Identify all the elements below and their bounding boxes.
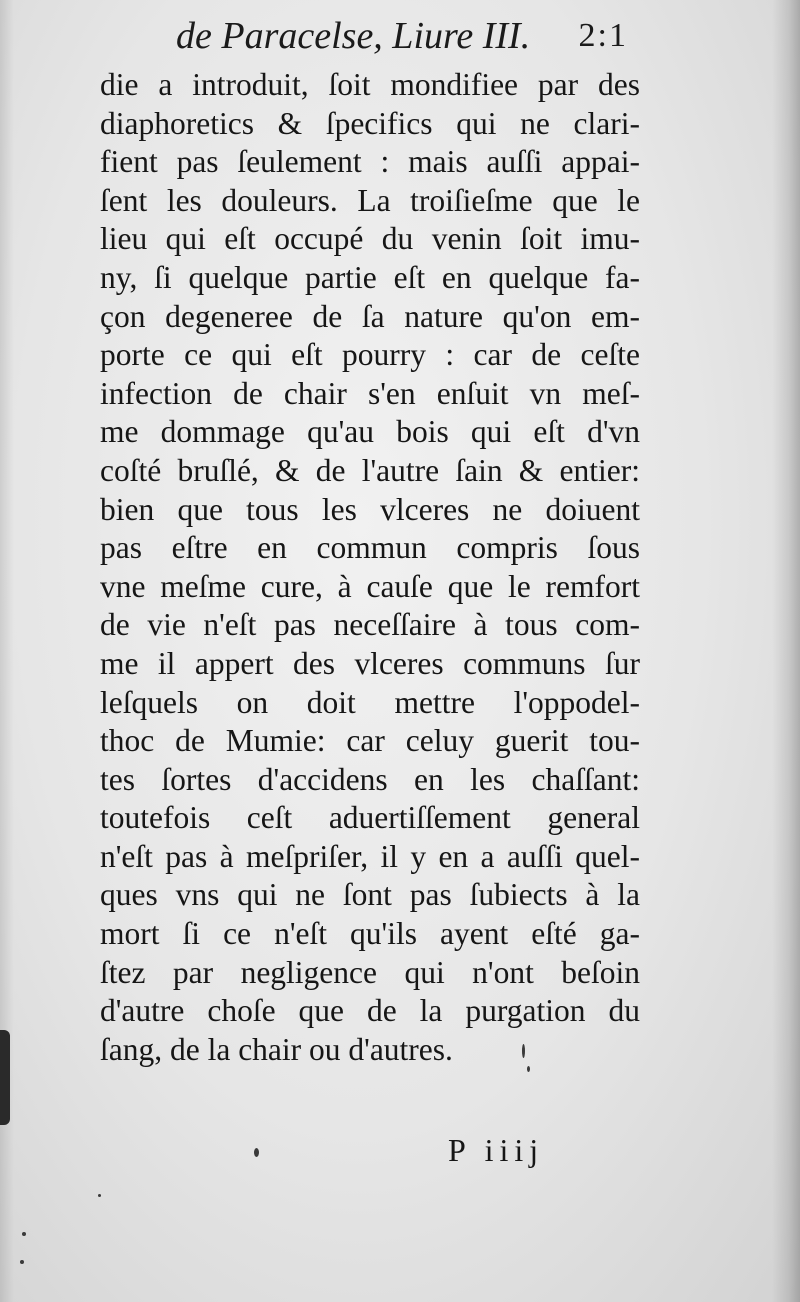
ink-speck [98, 1194, 101, 1197]
text-line: die a introduit, ſoit mondifiee par des [100, 67, 640, 102]
text-line: me dommage qu'au bois qui eſt d'vn [100, 414, 640, 450]
text-line: pas eſtre en commun compris ſous [100, 530, 640, 566]
ink-speck [522, 1044, 525, 1058]
binding-tab [0, 1030, 10, 1125]
text-line: ſtez par negligence qui n'ont beſoin [100, 954, 640, 990]
text-line: n'eſt pas à meſpriſer, il y en a auſſi quel- [100, 838, 640, 874]
text-line: fient pas ſeulement : mais auſſi appai- [100, 144, 640, 180]
text-line: ques vns qui ne ſont pas ſubiects à la [100, 877, 640, 913]
page-number: 2:1 [578, 17, 628, 54]
text-line: ny, ſi quelque partie eſt en quelque fa- [100, 259, 640, 295]
text-line: ſang, de la chair ou d'autres. [100, 1031, 453, 1067]
text-line: me il appert des vlceres communs ſur [100, 645, 640, 681]
text-line: çon degeneree de ſa nature qu'on em- [100, 298, 640, 334]
text-line: coſté bruſlé, & de l'autre ſain & entier: [100, 452, 640, 488]
text-line: infection de chair s'en enſuit vn meſ- [100, 375, 640, 411]
ink-speck [254, 1148, 259, 1157]
text-line: vne meſme cure, à cauſe que le remfort [100, 568, 640, 604]
text-line: toutefois ceſt aduertiſſement general [100, 800, 640, 836]
text-line: diaphoretics & ſpecifics qui ne clari- [100, 105, 640, 141]
text-line: thoc de Mumie: car celuy guerit tou- [100, 723, 640, 759]
running-head [176, 12, 636, 64]
page-edge-shadow [772, 0, 800, 1302]
running-head-title: de Paracelse, Liure III. [176, 15, 531, 57]
text-line: lieu qui eſt occupé du venin ſoit imu- [100, 221, 640, 257]
text-line: leſquels on doit mettre l'oppodel- [100, 684, 640, 720]
ink-speck [20, 1260, 24, 1264]
text-line: mort ſi ce n'eſt qu'ils ayent eſté ga- [100, 916, 640, 952]
text-line: porte ce qui eſt pourry : car de ceſte [100, 337, 640, 373]
body-text [100, 66, 640, 1069]
text-line: d'autre choſe que de la purgation du [100, 993, 640, 1029]
text-line: tes ſortes d'accidens en les chaſſant: [100, 761, 640, 797]
ink-speck [527, 1066, 530, 1072]
text-line: ſent les douleurs. La troiſieſme que le [100, 182, 640, 218]
signature-mark: P iiij [448, 1132, 545, 1168]
text-line: bien que tous les vlceres ne doiuent [100, 491, 640, 527]
text-line: de vie n'eſt pas neceſſaire à tous com- [100, 607, 640, 643]
ink-speck [22, 1232, 26, 1236]
